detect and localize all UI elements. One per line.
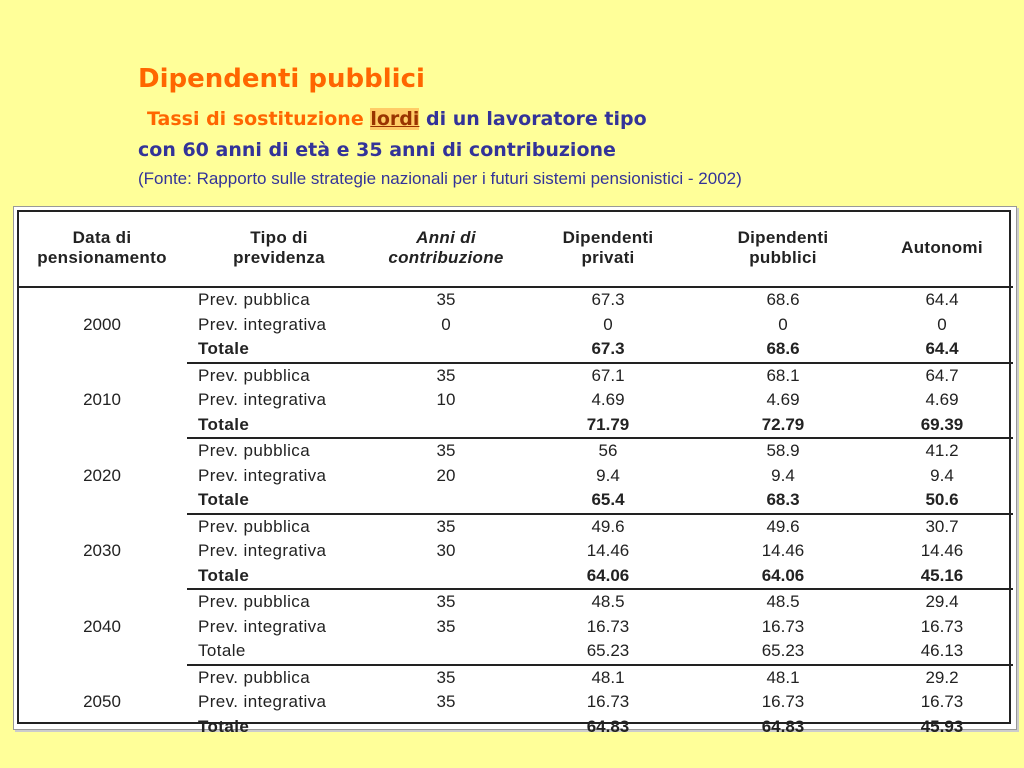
data-table-container [13,206,1017,736]
cell-privati: 67.1 [591,365,625,385]
cell-autonomi: 41.2 [925,441,959,461]
cell-tipo: Totale [187,413,371,439]
cell-anni: 35 [436,441,456,461]
cell-tipo: Prev. pubblica [198,667,311,687]
cell-pubblici: 64.06 [695,564,871,590]
cell-tipo: Prev. integrativa [198,465,327,485]
cell-autonomi: 50.6 [871,488,1013,514]
cell-tipo: Prev. pubblica [198,516,311,536]
col-header-pubblici: Dipendenti pubblici [695,210,871,287]
cell-pubblici: 0 [778,314,788,334]
cell-year: 2000 [83,315,121,335]
cell-pubblici: 4.69 [766,390,800,410]
cell-anni: 35 [436,616,456,636]
source-note: (Fonte: Rapporto sulle strategie nazionali per i futuri sistemi pensionistici - 2002) [138,169,742,188]
table-row [17,287,1013,313]
cell-tipo: Totale [198,716,250,736]
cell-privati: 0 [603,314,613,334]
cell-autonomi: 45.93 [920,716,964,736]
cell-pubblici: 48.5 [766,592,800,612]
cell-anni [371,413,521,439]
cell-pubblici: 58.9 [766,441,800,461]
cell-pubblici: 72.79 [695,413,871,439]
cell-privati: 71.79 [521,413,695,439]
cell-autonomi: 69.39 [871,413,1013,439]
cell-pubblici: 9.4 [771,465,795,485]
cell-year: 2010 [83,390,121,410]
cell-autonomi: 29.4 [925,592,959,612]
cell-privati: 9.4 [596,465,620,485]
cell-pubblici: 16.73 [761,616,805,636]
cell-privati: 48.1 [591,667,625,687]
subtitle-part1: Tassi di sostituzione [147,108,371,130]
cell-privati: 65.4 [521,488,695,514]
cell-pubblici: 16.73 [761,692,805,712]
cell-privati: 67.3 [591,290,625,310]
cell-anni: 35 [436,290,456,310]
cell-autonomi: 46.13 [871,639,1013,665]
cell-privati: 48.5 [591,592,625,612]
col-header-autonomi: Autonomi [871,210,1013,287]
cell-privati: 64.06 [521,564,695,590]
cell-year: 2030 [83,541,121,561]
cell-anni: 30 [436,541,456,561]
cell-tipo: Prev. integrativa [198,314,327,334]
table-row [17,363,1013,389]
cell-pubblici: 64.83 [761,716,805,736]
cell-autonomi: 14.46 [920,541,964,561]
cell-autonomi: 64.4 [925,290,959,310]
cell-tipo: Prev. integrativa [198,616,327,636]
cell-tipo: Prev. pubblica [198,365,311,385]
cell-privati: 16.73 [586,692,630,712]
cell-tipo: Prev. pubblica [198,290,311,310]
cell-anni [371,715,521,740]
col-header-year: Data di pensionamento [17,210,187,287]
col-header-privati: Dipendenti privati [521,210,695,287]
cell-pubblici: 48.1 [766,667,800,687]
cell-anni [371,639,521,665]
cell-anni [371,337,521,363]
cell-pubblici: 65.23 [695,639,871,665]
cell-privati: 67.3 [521,337,695,363]
cell-pubblici: 68.3 [695,488,871,514]
cell-year: 2040 [83,616,121,636]
cell-autonomi: 4.69 [925,390,959,410]
cell-anni [371,488,521,514]
cell-tipo: Totale [187,488,371,514]
cell-privati: 4.69 [591,390,625,410]
cell-privati: 64.83 [586,716,630,736]
cell-tipo: Prev. integrativa [198,692,327,712]
table-row [17,589,1013,615]
cell-tipo: Prev. integrativa [198,541,327,561]
cell-autonomi: 64.7 [925,365,959,385]
cell-autonomi: 9.4 [930,465,954,485]
cell-anni: 10 [436,390,456,410]
subtitle-line-1 [147,108,647,130]
cell-autonomi: 45.16 [871,564,1013,590]
table-row [17,438,1013,464]
cell-anni: 0 [441,314,451,334]
cell-autonomi: 0 [937,314,947,334]
cell-pubblici: 68.6 [695,337,871,363]
cell-autonomi: 16.73 [920,692,964,712]
cell-autonomi: 29.2 [925,667,959,687]
cell-pubblici: 14.46 [761,541,805,561]
cell-privati: 56 [598,441,618,461]
cell-year: 2050 [83,691,121,711]
col-header-tipo: Tipo di previdenza [187,210,371,287]
cell-privati: 16.73 [586,616,630,636]
cell-anni: 35 [436,516,456,536]
cell-anni: 20 [436,465,456,485]
cell-privati: 14.46 [586,541,630,561]
subtitle-part2: di un lavoratore tipo [419,108,647,130]
table-row [17,514,1013,540]
cell-tipo: Totale [187,639,371,665]
cell-anni: 35 [436,592,456,612]
cell-year: 2020 [83,465,121,485]
cell-tipo: Prev. pubblica [198,592,311,612]
cell-privati: 49.6 [591,516,625,536]
cell-tipo: Prev. integrativa [198,390,327,410]
table-row [17,665,1013,691]
cell-tipo: Totale [187,337,371,363]
table-header-row [17,210,1013,287]
col-header-anni: Anni di contribuzione [371,210,521,287]
cell-autonomi: 16.73 [920,616,964,636]
cell-privati: 65.23 [521,639,695,665]
cell-anni: 35 [436,667,456,687]
cell-pubblici: 68.6 [766,290,800,310]
cell-autonomi: 30.7 [925,516,959,536]
replacement-rates-table [17,210,1013,739]
cell-anni: 35 [436,365,456,385]
subtitle-line-2: con 60 anni di età e 35 anni di contribuzione [138,139,616,161]
cell-anni: 35 [436,692,456,712]
cell-pubblici: 49.6 [766,516,800,536]
cell-autonomi: 64.4 [871,337,1013,363]
page-title: Dipendenti pubblici [138,64,425,94]
subtitle-lordi: lordi [370,108,420,130]
cell-pubblici: 68.1 [766,365,800,385]
cell-anni [371,564,521,590]
cell-tipo: Prev. pubblica [198,441,311,461]
cell-tipo: Totale [187,564,371,590]
